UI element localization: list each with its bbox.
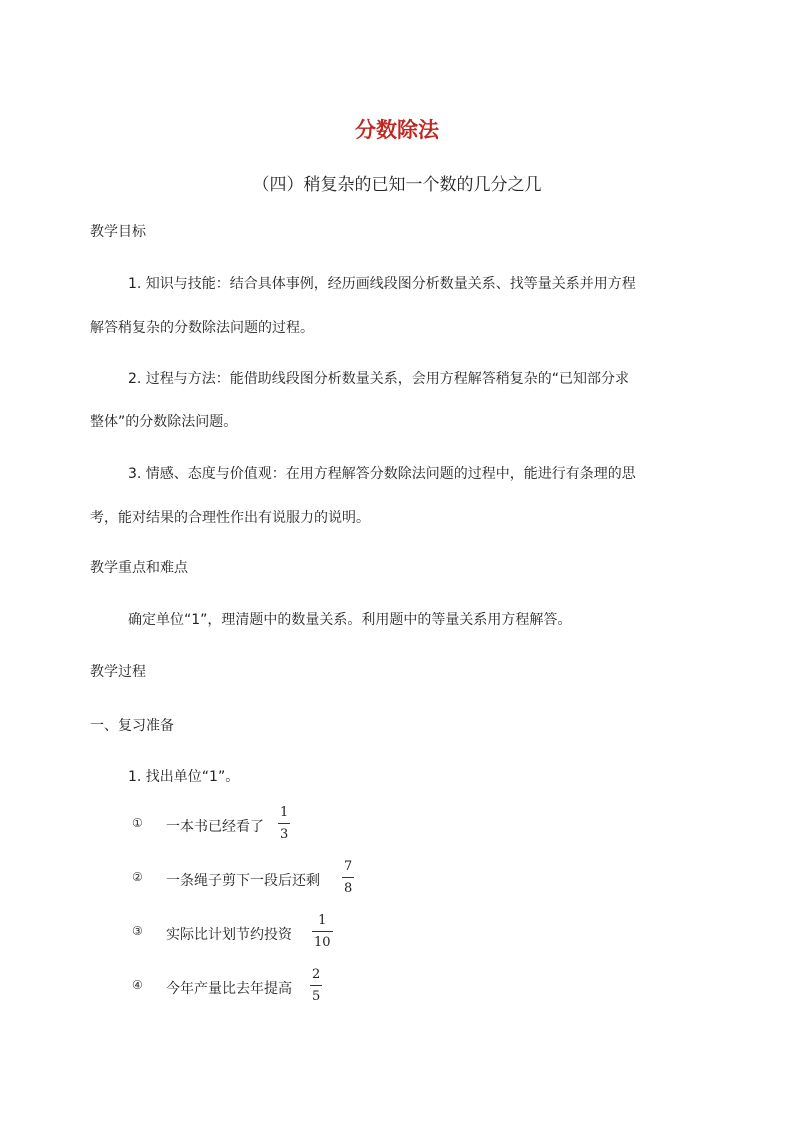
goal-3-line-2: 考，能对结果的合理性作出有说服力的说明。 [90, 510, 370, 526]
document-title: 分数除法 [355, 117, 439, 142]
item-text: 一本书已经看了 [166, 819, 264, 835]
fraction [310, 966, 322, 1005]
fraction-bar [342, 877, 354, 878]
goal-2-line-2: 整体”的分数除法问题。 [90, 414, 238, 430]
fraction [342, 858, 354, 897]
fraction-numerator: 1 [280, 805, 289, 820]
item-marker: ② [132, 870, 143, 884]
document-subtitle: （四）稍复杂的已知一个数的几分之几 [252, 175, 542, 195]
item-marker: ④ [132, 978, 143, 992]
fraction-numerator: 2 [312, 967, 321, 982]
goal-1-line-2: 解答稍复杂的分数除法问题的过程。 [90, 320, 314, 336]
fraction-bar [310, 985, 322, 986]
fraction-bar [278, 823, 290, 824]
section-heading-process: 教学过程 [90, 664, 146, 680]
fraction-denominator: 8 [344, 881, 353, 896]
fraction-numerator: 1 [318, 913, 327, 928]
fraction-denominator: 3 [280, 827, 289, 842]
fraction-bar [312, 931, 333, 932]
section-heading-goals: 教学目标 [90, 224, 146, 240]
fraction-numerator: 7 [344, 859, 353, 874]
fraction-denominator: 5 [312, 989, 321, 1004]
fraction-denominator: 10 [314, 935, 331, 950]
goal-1-line-1: 1. 知识与技能：结合具体事例，经历画线段图分析数量关系、找等量关系并用方程 [128, 276, 636, 292]
item-marker: ③ [132, 924, 143, 938]
item-text: 实际比计划节约投资 [166, 927, 292, 943]
fraction [278, 804, 290, 843]
section-heading-keypoints: 教学重点和难点 [90, 560, 188, 576]
item-marker: ① [132, 816, 143, 830]
section-heading-review: 一、复习准备 [90, 718, 174, 734]
goal-2-line-1: 2. 过程与方法：能借助线段图分析数量关系，会用方程解答稍复杂的“已知部分求 [128, 371, 630, 387]
goal-3-line-1: 3. 情感、态度与价值观：在用方程解答分数除法问题的过程中，能进行有条理的思 [128, 466, 636, 482]
review-task: 1. 找出单位“1”。 [128, 769, 240, 785]
keypoints-text: 确定单位“1”，理清题中的数量关系。利用题中的等量关系用方程解答。 [128, 612, 572, 628]
fraction [312, 912, 333, 951]
item-text: 今年产量比去年提高 [166, 981, 292, 997]
item-text: 一条绳子剪下一段后还剩 [166, 873, 320, 889]
